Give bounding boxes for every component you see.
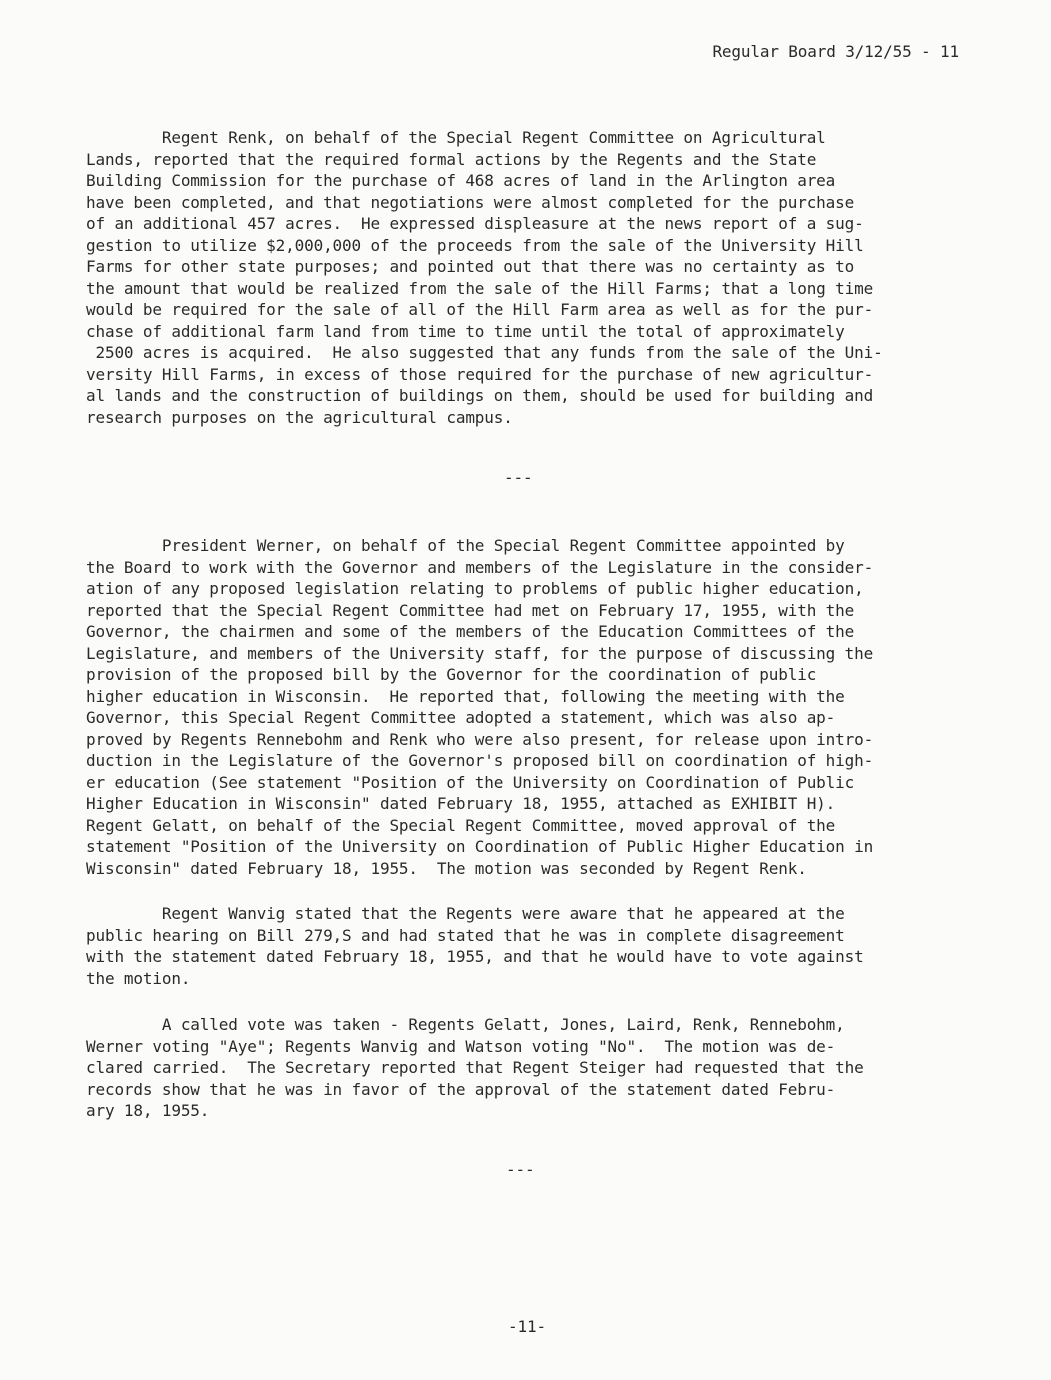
text-line: higher education in Wisconsin. He reported that, following the meeting with the bbox=[86, 686, 845, 706]
text-line: Governor, this Special Regent Committee adopted a statement, which was also ap- bbox=[86, 708, 836, 727]
text-line: reported that the Special Regent Committee had met on February 17, 1955, with the bbox=[86, 600, 855, 620]
text-line: with the statement dated February 18, 1955, and that he would have to vote against bbox=[86, 947, 864, 966]
paragraph-agricultural-lands bbox=[86, 127, 986, 428]
text-line: would be required for the sale of all of the Hill Farm area as well as for the pur- bbox=[86, 300, 874, 319]
page-number: -11- bbox=[508, 1317, 546, 1336]
text-line: proved by Regents Rennebohm and Renk who were also present, for release upon intro- bbox=[86, 729, 874, 749]
section-separator: --- bbox=[504, 468, 533, 487]
text-line: versity Hill Farms, in excess of those required for the purchase of new agricultur- bbox=[86, 364, 874, 384]
text-line: Regent Wanvig stated that the Regents were aware that he appeared at the bbox=[86, 904, 845, 923]
text-line: ary 18, 1955. bbox=[86, 1101, 210, 1120]
text-line: al lands and the construction of buildings on them, should be used for building and bbox=[86, 386, 874, 405]
text-line: gestion to utilize $2,000,000 of the proceeds from the sale of the University Hill bbox=[86, 235, 864, 255]
text-line: A called vote was taken - Regents Gelatt, Jones, Laird, Renk, Rennebohm, bbox=[86, 1015, 845, 1034]
text-line: Regent Renk, on behalf of the Special Regent Committee on Agricultural bbox=[86, 128, 826, 147]
paragraph-higher-education-committee bbox=[86, 535, 986, 879]
page-header: Regular Board 3/12/55 - 11 bbox=[712, 42, 959, 61]
paragraph-called-vote bbox=[86, 1014, 986, 1122]
text-line: the amount that would be realized from the sale of the Hill Farms; that a long time bbox=[86, 278, 874, 298]
text-line: chase of additional farm land from time to time until the total of approximately bbox=[86, 321, 845, 341]
text-line: Farms for other state purposes; and pointed out that there was no certainty as to bbox=[86, 257, 855, 276]
text-line: President Werner, on behalf of the Special Regent Committee appointed by bbox=[86, 536, 845, 555]
text-line: 2500 acres is acquired. He also suggested that any funds from the sale of the Uni- bbox=[86, 343, 883, 362]
text-line: er education (See statement "Position of the University on Coordination of Public bbox=[86, 772, 855, 792]
section-separator: --- bbox=[506, 1160, 535, 1179]
text-line: of an additional 457 acres. He expressed displeasure at the news report of a sug- bbox=[86, 214, 864, 233]
text-line: Wisconsin" dated February 18, 1955. The motion was seconded by Regent Renk. bbox=[86, 858, 807, 878]
text-line: public hearing on Bill 279,S and had stated that he was in complete disagreement bbox=[86, 925, 845, 945]
text-line: statement "Position of the University on Coordination of Public Higher Education in bbox=[86, 837, 874, 856]
text-line: research purposes on the agricultural campus. bbox=[86, 407, 513, 427]
text-line: Regent Gelatt, on behalf of the Special Regent Committee, moved approval of the bbox=[86, 815, 836, 835]
text-line: Legislature, and members of the University staff, for the purpose of discussing the bbox=[86, 643, 874, 663]
text-line: provision of the proposed bill by the Governor for the coordination of public bbox=[86, 665, 817, 684]
text-line: Werner voting "Aye"; Regents Wanvig and Watson voting "No". The motion was de- bbox=[86, 1036, 836, 1056]
text-line: Building Commission for the purchase of 468 acres of land in the Arlington area bbox=[86, 171, 836, 190]
text-line: duction in the Legislature of the Governor's proposed bill on coordination of high- bbox=[86, 751, 874, 770]
text-line: Higher Education in Wisconsin" dated February 18, 1955, attached as EXHIBIT H). bbox=[86, 794, 836, 813]
text-line: records show that he was in favor of the approval of the statement dated Febru- bbox=[86, 1079, 836, 1099]
text-line: have been completed, and that negotiations were almost completed for the purchase bbox=[86, 192, 855, 212]
paragraph-wanvig-statement bbox=[86, 903, 986, 989]
text-line: Governor, the chairmen and some of the members of the Education Committees of the bbox=[86, 622, 855, 641]
text-line: the Board to work with the Governor and members of the Legislature in the consider- bbox=[86, 557, 874, 577]
text-line: the motion. bbox=[86, 968, 191, 988]
text-line: ation of any proposed legislation relating to problems of public higher education, bbox=[86, 579, 864, 598]
text-line: clared carried. The Secretary reported that Regent Steiger had requested that the bbox=[86, 1058, 864, 1077]
text-line: Lands, reported that the required formal actions by the Regents and the State bbox=[86, 149, 817, 169]
